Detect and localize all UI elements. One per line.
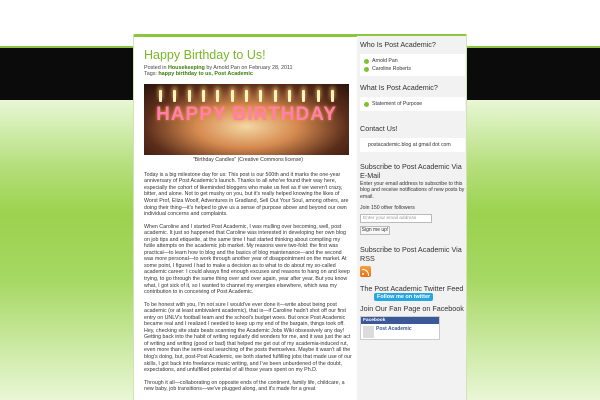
list-item[interactable] [364, 57, 461, 65]
facebook-thumbnail [363, 326, 374, 338]
rss-icon[interactable] [360, 266, 371, 277]
bullet-icon [364, 67, 369, 72]
contact-box [360, 138, 465, 152]
twitter-title: The Post Academic Twitter Feed [360, 284, 464, 294]
author-link[interactable]: Caroline Roberts [372, 66, 411, 72]
category-link[interactable]: Housekeeping [167, 65, 205, 71]
what-list [360, 97, 465, 111]
twitter-row [360, 293, 465, 301]
bullet-icon [364, 59, 369, 64]
who-list [360, 54, 465, 76]
tags-links[interactable]: happy birthday to us, Post Academic [158, 71, 253, 78]
twitter-widget [357, 277, 467, 301]
facebook-title: Join Our Fan Page on Facebook [360, 304, 464, 314]
bullet-icon [364, 102, 369, 107]
image-lettering-text: HAPPY BIRTHDAY [156, 103, 337, 125]
page-wrapper [133, 34, 467, 400]
subscribe-text: Enter your email address to subscribe to this blog and receive notifications of new posts by email. [360, 181, 465, 200]
facebook-header: Facebook [361, 317, 439, 324]
what-title: What Is Post Academic? [360, 83, 438, 92]
contact-widget [357, 111, 467, 152]
followers-count: Join 150 other followers [360, 204, 415, 211]
candles-decoration [159, 90, 334, 104]
post-meta [144, 65, 352, 78]
what-widget [357, 76, 467, 111]
list-item[interactable] [364, 100, 461, 108]
post-body [144, 172, 352, 393]
post-paragraph: To be honest with you, I'm not sure I would've ever done it—write about being post academic (or at least ambivalent academic), that is—if Caroline hadn't shot off our first entry on UNLV's football team and the school's budget woes. But once Post Academic became real and I realized I needed to keep up my end of the bargain, things took off. Hey, checking site stats beats scanning the Academic Jobs Wiki obsessively any day! Getting back into the habit of writing regularly did wonders for me, and it was just the act of writing and writing (good or bad) that helped me get out of my academia-induced rut, even more than the semi-soul searching of the posts themselves. Maybe it wasn't all the blog's doing, but, post-Post Academic, we both started fulfilling jobs that made use of our skills, I got back into freelance music writing, and I've been unburdened of the doubt, expectations, and unfulfilled potential of all those years spent on my Ph.D. [144, 301, 352, 374]
meta-prefix: Posted in [144, 65, 168, 71]
subscribe-title: Subscribe to Post Academic Via E-Mail [360, 162, 462, 180]
contact-email: postacademic.blog at gmail dot com [368, 142, 451, 148]
who-widget [357, 36, 467, 76]
rss-widget [357, 235, 467, 277]
facebook-widget [357, 301, 467, 340]
author-link[interactable]: Arnold Pan [372, 58, 398, 64]
sidebar [357, 36, 467, 400]
twitter-follow-button[interactable]: Follow me on twitter [374, 293, 433, 301]
image-caption: "Birthday Candles" (Creative Commons license) [192, 156, 304, 163]
contact-title: Contact Us! [360, 124, 398, 133]
post-title[interactable]: Happy Birthday to Us! [144, 48, 266, 62]
post-paragraph: Today is a big milestone day for us: This post is our 500th and it marks the one-year anniversary of Post Academic's launch. Thanks to all who've found their way here, especially the cohort of likeminded bloggers who make us feel as if we weren't crazy, bitter, and alone. Not to get mushy on you, but it's really helped knowing the likes of Worst Prof, Eliza Woolf, Adventures in Gradland, Sell Out Your Soul, among others, are doing their thing—it's helped to give us a sense of purpose above and beyond our own individual concerns and complaints. [144, 171, 349, 218]
post-paragraph: When Caroline and I started Post Academic, I was mulling over becoming, well, post academic. It just so happened that Caroline was interested in developing her own blog on job tips and etiquette, at the same time I had started thinking about compiling my futile attempts on the academic job market. My reasons were two-fold: the first was practical—to learn how to blog and the basics of blog maintenance—and the second was more personal—to work through another year of disappointment on the market. At some point, I figured I had to make a decision as to what to do about my so-called academic career: I could always find enough excuses and reasons to hang on and keep trying, to go through the same thing over and over again, year after year. But you know what, I got sick of it, so I wanted to channel my energies elsewhere, which was my contribution to in conceiving of Post Academic. [144, 223, 350, 296]
page-link[interactable]: Statement of Purpose [372, 101, 423, 107]
signup-button[interactable]: Sign me up! [361, 227, 389, 234]
list-item[interactable] [364, 65, 461, 73]
who-title: Who Is Post Academic? [360, 40, 436, 49]
birthday-candles-image [144, 84, 349, 155]
email-input[interactable]: Enter your email address [360, 214, 432, 223]
meta-byline: by Arnold Pan on February 28, 2011 [204, 65, 293, 71]
post-paragraph: Through it all—collaborating on opposite ends of the continent, family life, childcare, a new baby, job transitions—we've plugged along, and it's made for a great [144, 379, 345, 393]
facebook-page-name[interactable]: Post Academic [376, 326, 412, 333]
rss-title: Subscribe to Post Academic Via RSS [360, 245, 462, 264]
tags-prefix: Tags: [144, 71, 159, 78]
subscribe-email-widget [357, 152, 467, 235]
image-lettering [144, 104, 349, 126]
facebook-like-box[interactable] [360, 316, 440, 340]
main-content [144, 48, 352, 399]
